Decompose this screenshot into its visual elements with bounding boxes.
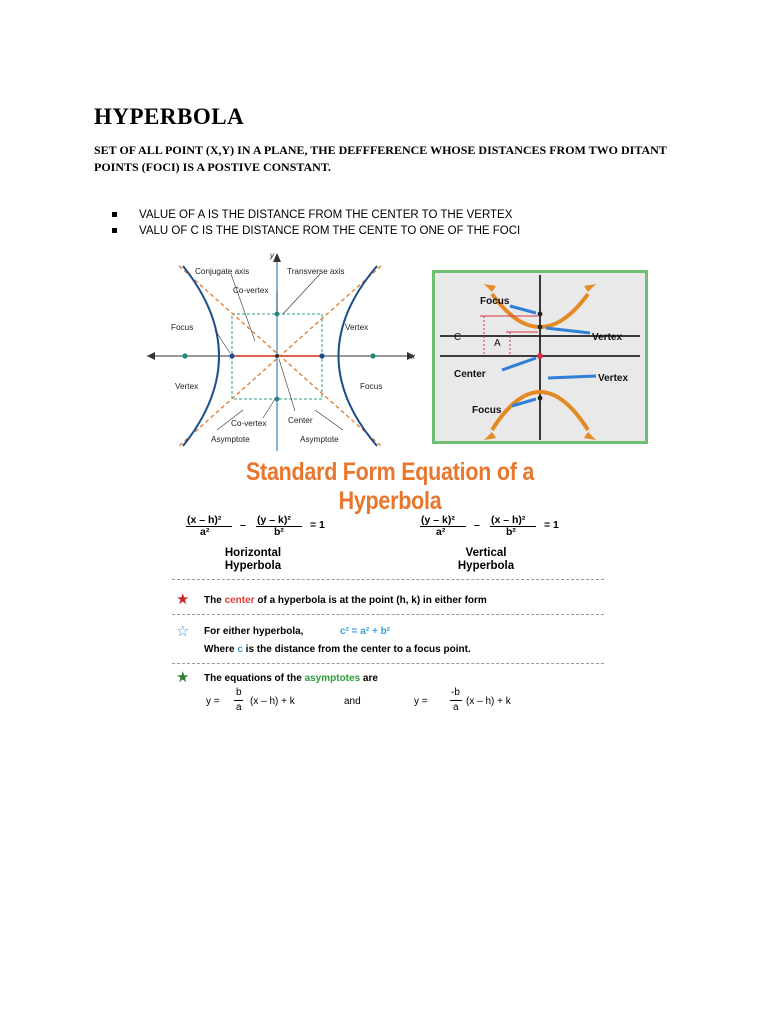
asym2-numerator: -b [451, 687, 460, 698]
vertex-point [229, 353, 234, 358]
asymptotes-note: The equations of the asymptotes are [204, 673, 378, 684]
square-bullet-icon [112, 228, 117, 233]
denominator: b² [274, 526, 284, 538]
list-item [112, 223, 520, 239]
focus-top-label: Focus [480, 296, 510, 307]
y-arrow-icon [273, 253, 281, 262]
numerator: (y – k)² [257, 514, 291, 526]
center-highlight: center [224, 595, 255, 606]
caption-line: Horizontal [224, 547, 282, 559]
either-hyperbola-note: For either hyperbola, [204, 626, 304, 637]
focus-point [538, 312, 543, 317]
caption-line: Hyperbola [224, 560, 282, 572]
asym1-rest: (x – h) + k [250, 696, 295, 707]
vertex-bottom-label: Vertex [598, 373, 629, 384]
vertex-top-label: Vertex [592, 332, 623, 343]
horizontal-caption [208, 547, 298, 573]
minus-sign: – [240, 519, 246, 531]
center-label: Center [454, 369, 486, 380]
vertical-hyperbola-diagram [432, 270, 648, 444]
y-axis-label: y [269, 251, 274, 260]
definition-text: SET OF ALL POINT (X,Y) IN A PLANE, THE DEFFFERENCE WHOSE DISTANCES FROM TWO DITANT POINTS (FOCI) IS A POSTIVE CONSTANT. [94, 143, 667, 174]
and-text: and [344, 696, 361, 707]
asym2-denominator: a [453, 702, 459, 713]
vertex-point [538, 325, 543, 330]
center-point [537, 353, 543, 359]
red-star-icon: ★ [176, 591, 190, 608]
leader-lines [215, 274, 343, 430]
caption-line: Hyperbola [457, 560, 515, 572]
co-vertex-bottom-label: Co-vertex [231, 419, 267, 428]
x-axis-label: x [411, 352, 416, 361]
co-vertex-point [275, 397, 280, 402]
hyperbola-diagram [145, 246, 420, 456]
fraction-bar [450, 700, 462, 701]
numerator: (y – k)² [421, 514, 455, 526]
green-star-icon: ★ [176, 669, 190, 686]
vertical-caption [441, 547, 531, 573]
numerator: (x – h)² [491, 514, 526, 526]
bullet-list [112, 207, 520, 239]
c-label: C [454, 332, 462, 343]
vertex-right-label: Vertex [345, 323, 369, 332]
x-arrow-left-icon [147, 352, 155, 360]
focus-point [538, 396, 543, 401]
asymptote-right-label: Asymptote [300, 435, 339, 444]
center-note: The center of a hyperbola is at the point (h, k) in either form [204, 595, 487, 606]
standard-form-panel [170, 456, 610, 726]
caption-line: Vertical [465, 547, 507, 559]
divider [172, 579, 604, 580]
bullet-text: VALUE OF A IS THE DISTANCE FROM THE CENTER TO THE VERTEX [139, 209, 513, 221]
asym1-denominator: a [236, 702, 242, 713]
equals-one: = 1 [544, 519, 559, 531]
center-label: Center [288, 416, 313, 425]
asymptote-left-label: Asymptote [211, 435, 250, 444]
conjugate-axis-label: Conjugate axis [195, 267, 250, 276]
minus-sign: – [474, 519, 480, 531]
denominator: a² [436, 526, 446, 538]
c-squared-formula: c² = a² + b² [340, 626, 391, 637]
transverse-axis-label: Transverse axis [287, 267, 345, 276]
fraction-bar [234, 700, 243, 701]
a-label: A [494, 338, 501, 349]
vertex-left-label: Vertex [175, 382, 199, 391]
bullet-text: VALU OF C IS THE DISTANCE ROM THE CENTE TO ONE OF THE FOCI [139, 225, 521, 237]
standard-form-title: Standard Form Equation of a Hyperbola [245, 458, 535, 515]
list-item [112, 207, 520, 223]
horizontal-term-1 [187, 514, 221, 526]
focus-right-label: Focus [360, 382, 383, 391]
co-vertex-point [275, 312, 280, 317]
blue-star-icon: ☆ [176, 623, 190, 640]
asymptotes-highlight: asymptotes [304, 673, 361, 684]
denominator: a² [200, 526, 210, 538]
page-title: HYPERBOLA [94, 104, 245, 129]
numerator: (x – h)² [187, 514, 222, 526]
divider [172, 663, 604, 664]
focus-bottom-label: Focus [472, 405, 502, 416]
square-bullet-icon [112, 212, 117, 217]
asym2-rest: (x – h) + k [466, 696, 511, 707]
c-highlight: c [237, 644, 243, 655]
divider [172, 614, 604, 615]
vertex-point [319, 353, 324, 358]
focus-left-label: Focus [171, 323, 194, 332]
focus-point [182, 353, 187, 358]
axes [147, 253, 415, 451]
denominator: b² [506, 526, 516, 538]
asym1-numerator: b [236, 687, 242, 698]
asym1-y: y = [206, 696, 220, 707]
asym2-y: y = [414, 696, 428, 707]
focus-point [370, 353, 375, 358]
co-vertex-top-label: Co-vertex [233, 286, 269, 295]
equals-one: = 1 [310, 519, 325, 531]
where-c-note: Where c is the distance from the center to a focus point. [204, 644, 471, 655]
center-point [275, 354, 279, 358]
